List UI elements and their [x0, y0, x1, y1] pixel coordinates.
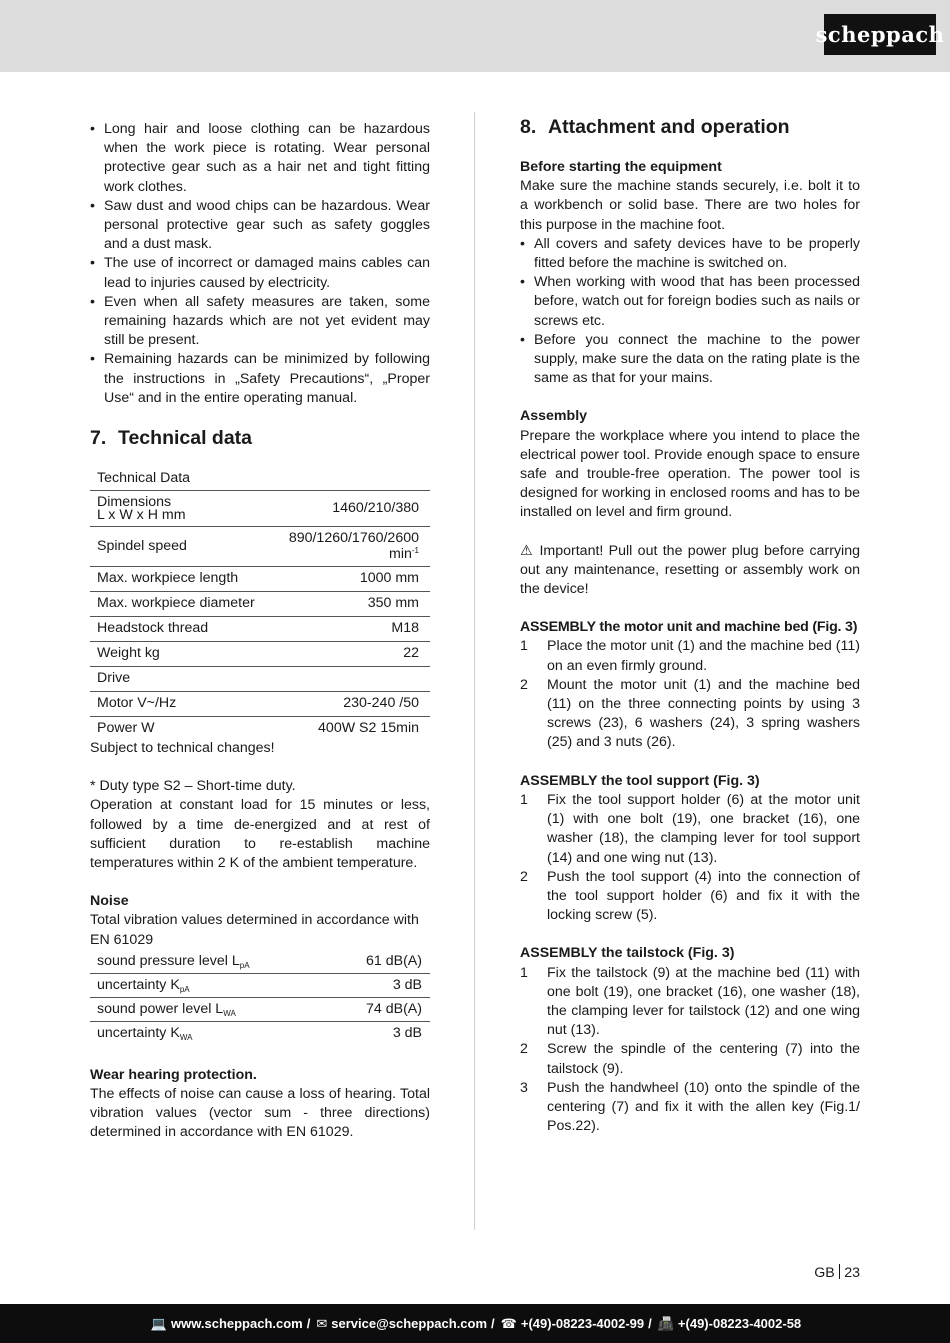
row-value: 3 dB	[392, 1025, 422, 1042]
row-label: Power W	[97, 720, 155, 737]
footer-mail[interactable]: service@scheppach.com	[331, 1315, 488, 1331]
hearing-text: The effects of noise can cause a loss of hearing. Total vibration values (vector sum - three directions) determined in accordance with EN 61029.	[90, 1086, 430, 1141]
fax-icon: 📠	[657, 1315, 674, 1331]
section-number: 8.	[520, 116, 537, 138]
row-value: 400W S2 15min	[318, 720, 419, 737]
list-item: 3 Push the handwheel (10) onto the spindle of the centering (7) and fix it with the allen key (Fig.1/ Pos.22).	[520, 1079, 860, 1135]
row-label: sound pressure level $L_{pA}$	[90, 950, 328, 974]
table-row	[90, 692, 430, 717]
duty-text: Operation at constant load for 15 minutes or less, followed by a time de-energized and at rest of sufficient duration to re-establish machine temperatures within 2 K of the ambient temperature.	[90, 797, 430, 872]
list-item: 2 Screw the spindle of the centering (7) into the tailstock (9).	[520, 1041, 860, 1077]
row-label: uncertainty $K_{pA}$	[90, 973, 328, 997]
row-label: uncertainty $K_{WA}$	[97, 1025, 193, 1043]
table-row	[90, 467, 430, 491]
row-label: Max. workpiece diameter	[90, 592, 272, 617]
computer-icon: 💻	[150, 1315, 168, 1331]
row-value: 230-240 /50	[272, 692, 430, 717]
row-label: Headstock thread	[90, 617, 272, 642]
tool-support-heading: ASSEMBLY the tool support (Fig. 3)	[520, 772, 760, 789]
row-value: 22	[272, 642, 430, 667]
table-row	[90, 617, 430, 642]
brand-logo: scheppach	[824, 14, 936, 55]
assembly-text: Prepare the workplace where you intend to place the electrical power tool. Provide enough space to ensure safe and trouble-free operation. The power tool is designed for working in enclosed rooms and has to be installed on level and firm ground.	[520, 427, 860, 521]
list-item: 2 Mount the motor unit (1) and the machine bed (11) on the three connecting points by using 3 screws (23), 6 washers (24), 3 spring washers (25) and 3 nuts (26).	[520, 676, 860, 751]
page-header	[0, 0, 950, 72]
duty-note: * Duty type S2 – Short-time duty.	[90, 778, 296, 795]
table-row	[90, 950, 430, 974]
hazard-list	[90, 120, 430, 408]
row-value	[272, 527, 430, 567]
row-value-unit: $\min^{-1}$	[389, 545, 419, 562]
motor-steps	[520, 637, 860, 752]
before-text: Make sure the machine stands securely, i.e. bolt it to a workbench or solid base. There are two holes for this purpose in the machine foot.	[520, 178, 860, 233]
row-value: 74 dB(A)	[328, 997, 430, 1021]
phone-icon: ☎	[500, 1315, 517, 1331]
noise-table	[90, 950, 430, 1045]
important-note: ⚠ Important! Pull out the power plug before carrying out any maintenance, resetting or assembly work on the device!	[520, 542, 860, 598]
page-num: 23	[844, 1265, 860, 1281]
left-column	[90, 120, 430, 1143]
list-item: • Even when all safety measures are taken, some remaining hazards which are not yet evident may still be present.	[90, 293, 430, 351]
noise-text: Total vibration values determined in accordance with EN 61029	[90, 912, 419, 948]
mail-icon: ✉	[316, 1315, 328, 1331]
section-number: 7.	[90, 427, 107, 450]
row-value: 350 mm	[272, 592, 430, 617]
row-value	[272, 667, 430, 692]
row-label: Drive	[90, 667, 272, 692]
technical-data-table	[90, 467, 430, 741]
tailstock-steps	[520, 964, 860, 1137]
list-item: • All covers and safety devices have to be properly fitted before the machine is switched on.	[520, 235, 860, 273]
before-list	[520, 235, 860, 389]
table-row	[90, 997, 430, 1021]
table-row	[90, 973, 430, 997]
list-item: 1 Place the motor unit (1) and the machine bed (11) on an even firmly ground.	[520, 638, 860, 674]
page-footer: 💻 www.scheppach.com / ✉ service@scheppach.com / ☎ +(49)-08223-4002-99 / 📠 +(49)-08223-4002-58	[0, 1304, 950, 1343]
footer-web[interactable]: www.scheppach.com	[171, 1315, 303, 1331]
row-label-line: L x W x H mm	[97, 506, 186, 523]
list-item: • Remaining hazards can be minimized by following the instructions in „Safety Precautions“, „Proper Use“ and in the entire operating manual.	[90, 350, 430, 408]
before-heading: Before starting the equipment	[520, 159, 722, 175]
table-row	[90, 717, 430, 742]
row-value: 61 dB(A)	[328, 950, 430, 974]
page-number	[814, 1264, 860, 1283]
noise-heading: Noise	[90, 893, 129, 910]
table-row	[90, 567, 430, 592]
assembly-heading: Assembly	[520, 408, 588, 425]
row-value: M18	[272, 617, 430, 642]
list-item: • Before you connect the machine to the power supply, make sure the data on the rating plate is the same as that for your mains.	[520, 331, 860, 389]
section-title: Attachment and operation	[548, 116, 790, 138]
table-row	[90, 592, 430, 617]
list-item: 1 Fix the tool support holder (6) at the motor unit (1) with one bolt (19), one bracket (16), one washer (18), the clamping lever for tool support (14) and one wing nut (13).	[520, 791, 860, 866]
attachment-heading	[520, 114, 860, 140]
row-value: 1460/210/380	[272, 491, 430, 527]
right-column	[520, 114, 860, 1136]
row-label: sound power level $L_{WA}$	[90, 997, 328, 1021]
warning-icon: ⚠	[520, 542, 535, 559]
table-row	[90, 1021, 430, 1045]
row-label-line: Dimensions	[97, 493, 172, 510]
row-label: Motor V~/Hz	[90, 692, 272, 717]
table-title: Technical Data	[90, 467, 430, 491]
table-row	[90, 667, 430, 692]
row-value-line: 890/1260/1760/2600	[288, 530, 419, 547]
row-value: 3 dB	[328, 973, 430, 997]
row-label	[90, 491, 272, 527]
tool-steps	[520, 791, 860, 925]
list-item: • Saw dust and wood chips can be hazardous. Wear personal protective gear such as safety goggles and a dust mask.	[90, 197, 430, 255]
table-row	[90, 642, 430, 667]
column-divider	[474, 112, 475, 1230]
list-item: 2 Push the tool support (4) into the connection of the tool support holder (6) and fix it with the locking screw (5).	[520, 868, 860, 924]
row-label: Weight kg	[90, 642, 272, 667]
row-label: Max. workpiece length	[90, 567, 272, 592]
list-item: 1 Fix the tailstock (9) at the machine bed (11) with one bolt (19), one bracket (16), one washer (18), the clamping lever for tailstock (12) and one wing nut (13).	[520, 964, 860, 1039]
page-lang: GB	[814, 1265, 835, 1281]
row-label: Spindel speed	[90, 527, 272, 567]
section-title: Technical data	[118, 427, 253, 450]
table-row	[90, 527, 430, 567]
row-value: 1000 mm	[272, 567, 430, 592]
footer-fax: +(49)-08223-4002-58	[677, 1315, 802, 1331]
footer-phone: +(49)-08223-4002-99	[520, 1315, 645, 1331]
subject-note: Subject to technical changes!	[90, 740, 275, 757]
list-item: • The use of incorrect or damaged mains cables can lead to injuries caused by electricity.	[90, 254, 430, 292]
table-row	[90, 491, 430, 527]
motor-assembly-heading: ASSEMBLY the motor unit and machine bed (Fig. 3)	[520, 619, 858, 636]
tailstock-heading: ASSEMBLY the tailstock (Fig. 3)	[520, 945, 735, 962]
hearing-heading: Wear hearing protection.	[90, 1066, 257, 1083]
list-item: • Long hair and loose clothing can be hazardous when the work piece is rotating. Wear personal protective gear such as a hair net and tight fitting work clothes.	[90, 120, 430, 197]
list-item: • When working with wood that has been processed before, watch out for foreign bodies such as nails or screws etc.	[520, 273, 860, 331]
technical-data-heading	[90, 425, 430, 451]
